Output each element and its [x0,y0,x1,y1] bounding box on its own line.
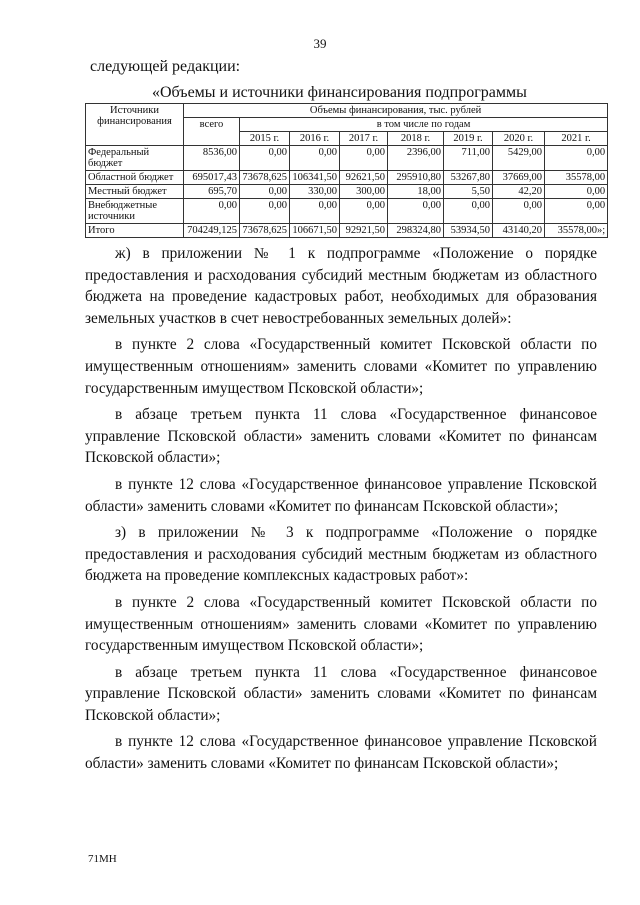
year-header: 2018 г. [388,132,444,146]
table-cell: 35578,00 [545,171,608,185]
table-row [86,185,608,199]
paragraph: в пункте 2 слова «Государственный комитет Псковской области по имущественным отношениям» заменить словами «Комитет по управлению государственным имуществом Псковской области»; [85,336,597,397]
header-total: всего [184,118,240,146]
table-cell: 18,00 [388,185,444,199]
table-cell: 0,00 [290,199,340,224]
table-cell: 0,00 [545,199,608,224]
table-cell: 37669,00 [493,171,545,185]
table-cell: 2396,00 [388,146,444,171]
table-row [86,146,608,171]
table-cell: 300,00 [340,185,388,199]
paragraph: в абзаце третьем пункта 11 слова «Государственное финансовое управление Псковской области» заменить словами «Комитет по финансам Псковской области»; [85,663,597,724]
table-cell: 0,00 [388,199,444,224]
page-number: 39 [313,36,327,51]
table-title: «Объемы и источники финансирования подпрограммы [152,84,527,101]
document-body [85,243,597,780]
table-cell: 43140,20 [493,224,545,238]
table-cell: 695,70 [184,185,240,199]
table-cell: 0,00 [545,146,608,171]
paragraph: в пункте 12 слова «Государственное финансовое управление Псковской области» заменить словами «Комитет по финансам Псковской области»; [85,475,597,515]
paragraph: в абзаце третьем пункта 11 слова «Государственное финансовое управление Псковской области» заменить словами «Комитет по финансам Псковской области»; [85,406,597,467]
table-cell: 42,20 [493,185,545,199]
table-cell: 73678,625 [240,224,290,238]
table-cell: 0,00 [340,146,388,171]
table-cell: 704249,125 [184,224,240,238]
table-cell: 330,00 [290,185,340,199]
table-cell: 0,00 [493,199,545,224]
row-label: Итого [86,224,184,238]
table-cell: 92621,50 [340,171,388,185]
table-cell: 0,00 [240,185,290,199]
intro-line: следующей редакции: [90,58,241,75]
table-cell: 5,50 [444,185,493,199]
table-cell: 0,00 [240,199,290,224]
table-cell: 298324,80 [388,224,444,238]
table-cell: 0,00 [545,185,608,199]
table-cell: 106341,50 [290,171,340,185]
row-label: Федеральный бюджет [86,146,184,171]
table-cell: 73678,625 [240,171,290,185]
paragraph: з) в приложении № 3 к подпрограмме «Положение о порядке предоставления и расходования субсидий местным бюджетам из областного бюджета на проведение комплексных кадастровых работ»: [85,524,597,585]
table-cell: 711,00 [444,146,493,171]
table-cell: 0,00 [340,199,388,224]
header-volume: Объемы финансирования, тыс. рублей [184,104,608,118]
year-header: 2017 г. [340,132,388,146]
table-cell: 695017,43 [184,171,240,185]
row-label: Областной бюджет [86,171,184,185]
table-cell: 0,00 [290,146,340,171]
year-header: 2019 г. [444,132,493,146]
paragraph: в пункте 12 слова «Государственное финансовое управление Псковской области» заменить словами «Комитет по финансам Псковской области»; [85,733,597,773]
financing-table [85,103,608,238]
table-cell: 35578,00»; [545,224,608,238]
year-header: 2015 г. [240,132,290,146]
table-cell: 92921,50 [340,224,388,238]
table-row [86,171,608,185]
table-cell: 53267,80 [444,171,493,185]
year-header: 2020 г. [493,132,545,146]
table-cell: 0,00 [184,199,240,224]
paragraph: ж) в приложении № 1 к подпрограмме «Положение о порядке предоставления и расходования субсидий местным бюджетам из областного бюджета на проведение кадастровых работ, необходимых для образования земельных участков в счет невостребованных земельных долей»: [85,245,597,327]
table-cell: 5429,00 [493,146,545,171]
table-cell: 0,00 [444,199,493,224]
table-cell: 8536,00 [184,146,240,171]
year-header: 2021 г. [545,132,608,146]
table-row [86,199,608,224]
paragraph: в пункте 2 слова «Государственный комитет Псковской области по имущественным отношениям» заменить словами «Комитет по управлению государственным имуществом Псковской области»; [85,593,597,655]
table-cell: 53934,50 [444,224,493,238]
header-by-years: в том числе по годам [240,118,608,132]
table-cell: 0,00 [240,146,290,171]
table-row-total [86,224,608,238]
header-source: Источники финансирования [86,104,184,146]
row-label: Местный бюджет [86,185,184,199]
table-cell: 106671,50 [290,224,340,238]
table-cell: 295910,80 [388,171,444,185]
row-label: Внебюджетные источники [86,199,184,224]
footer-code: 71МН [88,853,117,865]
year-header: 2016 г. [290,132,340,146]
